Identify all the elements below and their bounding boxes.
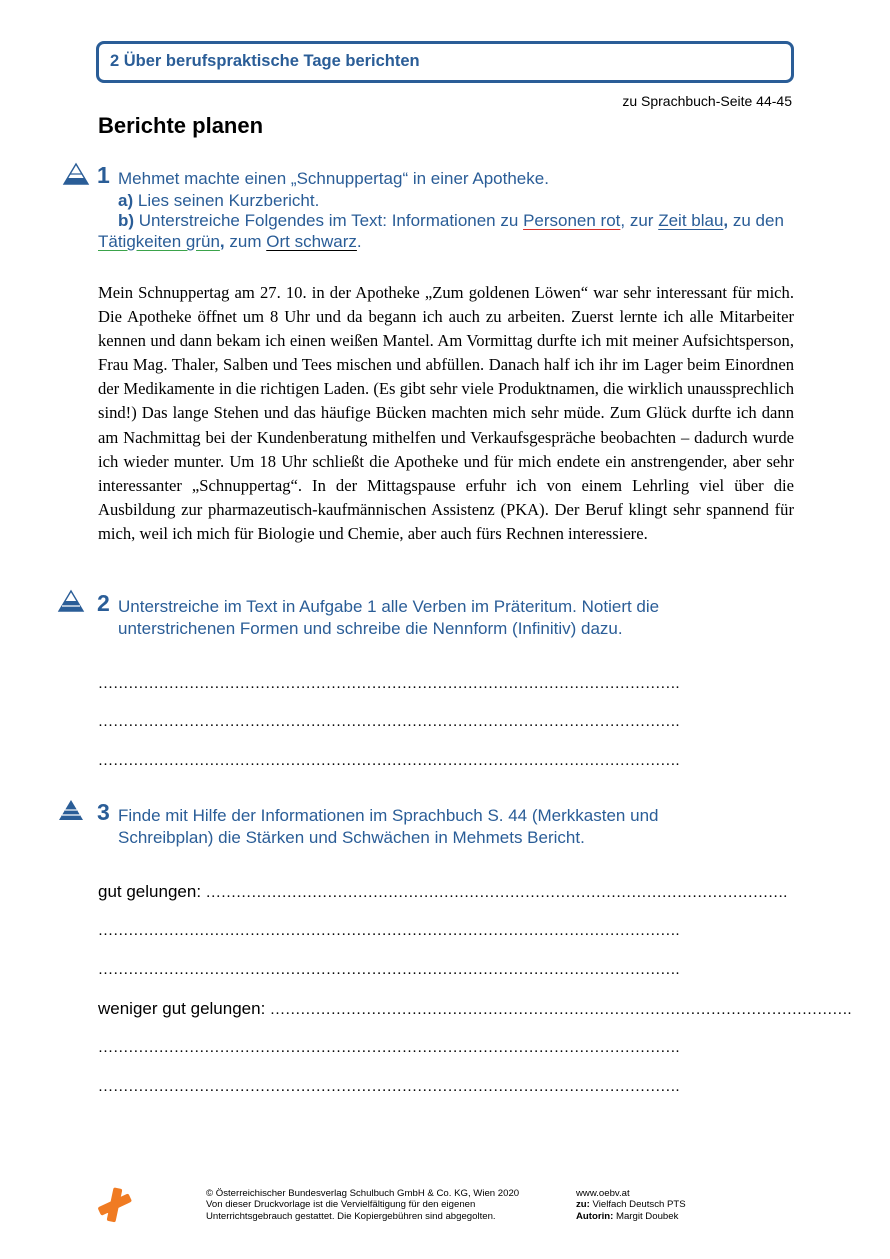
copyright-line-2: Von dieser Druckvorlage ist die Vervielfältigung für den eigenen xyxy=(206,1199,476,1211)
difficulty-level-2-icon xyxy=(58,590,84,612)
website-link[interactable]: www.oebv.at xyxy=(576,1188,630,1199)
page-reference: zu Sprachbuch-Seite 44-45 xyxy=(622,93,792,109)
zu-label: zu: xyxy=(576,1199,590,1211)
author-label: Autorin: xyxy=(576,1210,614,1222)
answer-line[interactable]: ……………………………………………………………………………………………………. xyxy=(98,714,680,730)
copyright-line-3: Unterrichtsgebrauch gestattet. Die Kopiergebühren sind abgegolten. xyxy=(206,1210,496,1222)
difficulty-level-1-icon xyxy=(63,163,89,185)
answer-line[interactable]: ……………………………………………………………………………………………………. xyxy=(98,753,680,769)
task-1-b-comma2: , xyxy=(219,232,225,251)
task-1-b-continued xyxy=(98,231,362,253)
task-3-line-1: Finde mit Hilfe der Informationen im Sprachbuch S. 44 (Merkkasten und xyxy=(118,806,659,825)
task-3-number: 3 xyxy=(97,799,110,825)
difficulty-level-3-icon xyxy=(58,799,84,821)
story-text: Mein Schnuppertag am 27. 10. in der Apotheke „Zum goldenen Löwen“ war sehr interessant für mich. Die Apotheke öffnet um 8 Uhr und da begann ich auch zu arbeiten. Zuerst lernte ich alle Mitarbeiter kennen und dann bekam ich einen weißen Mantel. Am Vormittag durfte ich mit meiner Aufsichtsperson, Frau Mag. Thaler, Salben und Tees mischen und abfüllen. Danach half ich ihr im Lager beim Einordnen der Medikamente in die richtigen Laden. (Es gibt sehr viele Produktnamen, die wirklich unaussprechlich sind!) Das lange Stehen und das häufige Bücken machten mich sehr müde. Zum Glück durfte ich dann am Nachmittag bei der Kundenberatung mithelfen und Verkaufsgespräche beobachten – dadurch wurde ich wieder munter. Um 18 Uhr schließt die Apotheke und für mich endete ein anstrengender, aber sehr interessanter „Schnuppertag“. In der Mittagspause erfuhr ich von einem Lehrling viel über die Ausbildung zur pharmazeutisch-kaufmännischen Assistenz (PKA). Der Beruf klingt sehr spannend für mich, weil ich mich für Biologie und Chemie, aber auch fürs Rechnen interessiere. xyxy=(98,283,794,543)
task-1-b-text2: , zur xyxy=(620,211,654,230)
zu-value: Vielfach Deutsch PTS xyxy=(592,1199,686,1211)
chapter-title: 2 Über berufspraktische Tage berichten xyxy=(110,52,420,70)
good-label: gut gelungen: xyxy=(98,882,202,901)
task-3-line-2: Schreibplan) die Stärken und Schwächen in Mehmets Bericht. xyxy=(118,828,585,847)
task-1-b-text4: zum xyxy=(229,232,262,251)
copyright-line-1: © Österreichischer Bundesverlag Schulbuch GmbH & Co. KG, Wien 2020 xyxy=(206,1188,520,1199)
author-value: Margit Doubek xyxy=(615,1210,679,1222)
task-1-a xyxy=(118,190,319,212)
less-good-label: weniger gut gelungen: xyxy=(98,999,266,1018)
time-blue-term: Zeit blau xyxy=(658,211,724,230)
task-2-line-2: unterstrichenen Formen und schreibe die Nennform (Infinitiv) dazu. xyxy=(118,619,623,638)
task-2-line-1: Unterstreiche im Text in Aufgabe 1 alle Verben im Präteritum. Notiert die xyxy=(118,597,660,616)
dots: ……………………………………………………………………………………………………. xyxy=(205,885,788,901)
task-2-number: 2 xyxy=(97,590,110,616)
task-1-b-text3: zu den xyxy=(732,211,784,230)
task-1-b-label: b) xyxy=(118,211,135,230)
task-1-b-end: . xyxy=(356,232,362,251)
answer-line[interactable]: ……………………………………………………………………………………………………. xyxy=(98,676,680,692)
answer-line[interactable]: ……………………………………………………………………………………………………. xyxy=(98,1040,680,1056)
task-1-b-text1: Unterstreiche Folgendes im Text: Informationen zu xyxy=(138,211,519,230)
task-1-a-label: a) xyxy=(118,191,134,210)
task-1-b-comma1: , xyxy=(723,211,729,230)
task-1-b xyxy=(118,210,784,232)
activities-green-term: Tätigkeiten grün xyxy=(98,232,220,251)
page-title: Berichte planen xyxy=(98,113,264,138)
dots: ……………………………………………………………………………………………………. xyxy=(270,1002,852,1018)
persons-red-term: Personen rot xyxy=(523,211,621,230)
answer-line[interactable]: ……………………………………………………………………………………………………. xyxy=(98,962,680,978)
task-1-intro: Mehmet machte einen „Schnuppertag“ in einer Apotheke. xyxy=(118,169,549,188)
task-1-a-text: Lies seinen Kurzbericht. xyxy=(137,191,320,210)
place-black-term: Ort schwarz xyxy=(266,232,357,251)
footer-info xyxy=(576,1188,686,1222)
oebv-logo-icon xyxy=(96,1186,134,1224)
answer-line[interactable]: ……………………………………………………………………………………………………. xyxy=(98,1079,680,1095)
task-1-number: 1 xyxy=(97,162,110,188)
footer-copyright xyxy=(206,1188,519,1222)
answer-line[interactable]: ……………………………………………………………………………………………………. xyxy=(98,923,680,939)
less-good-answer-line[interactable] xyxy=(98,999,852,1019)
good-answer-line[interactable] xyxy=(98,882,788,902)
